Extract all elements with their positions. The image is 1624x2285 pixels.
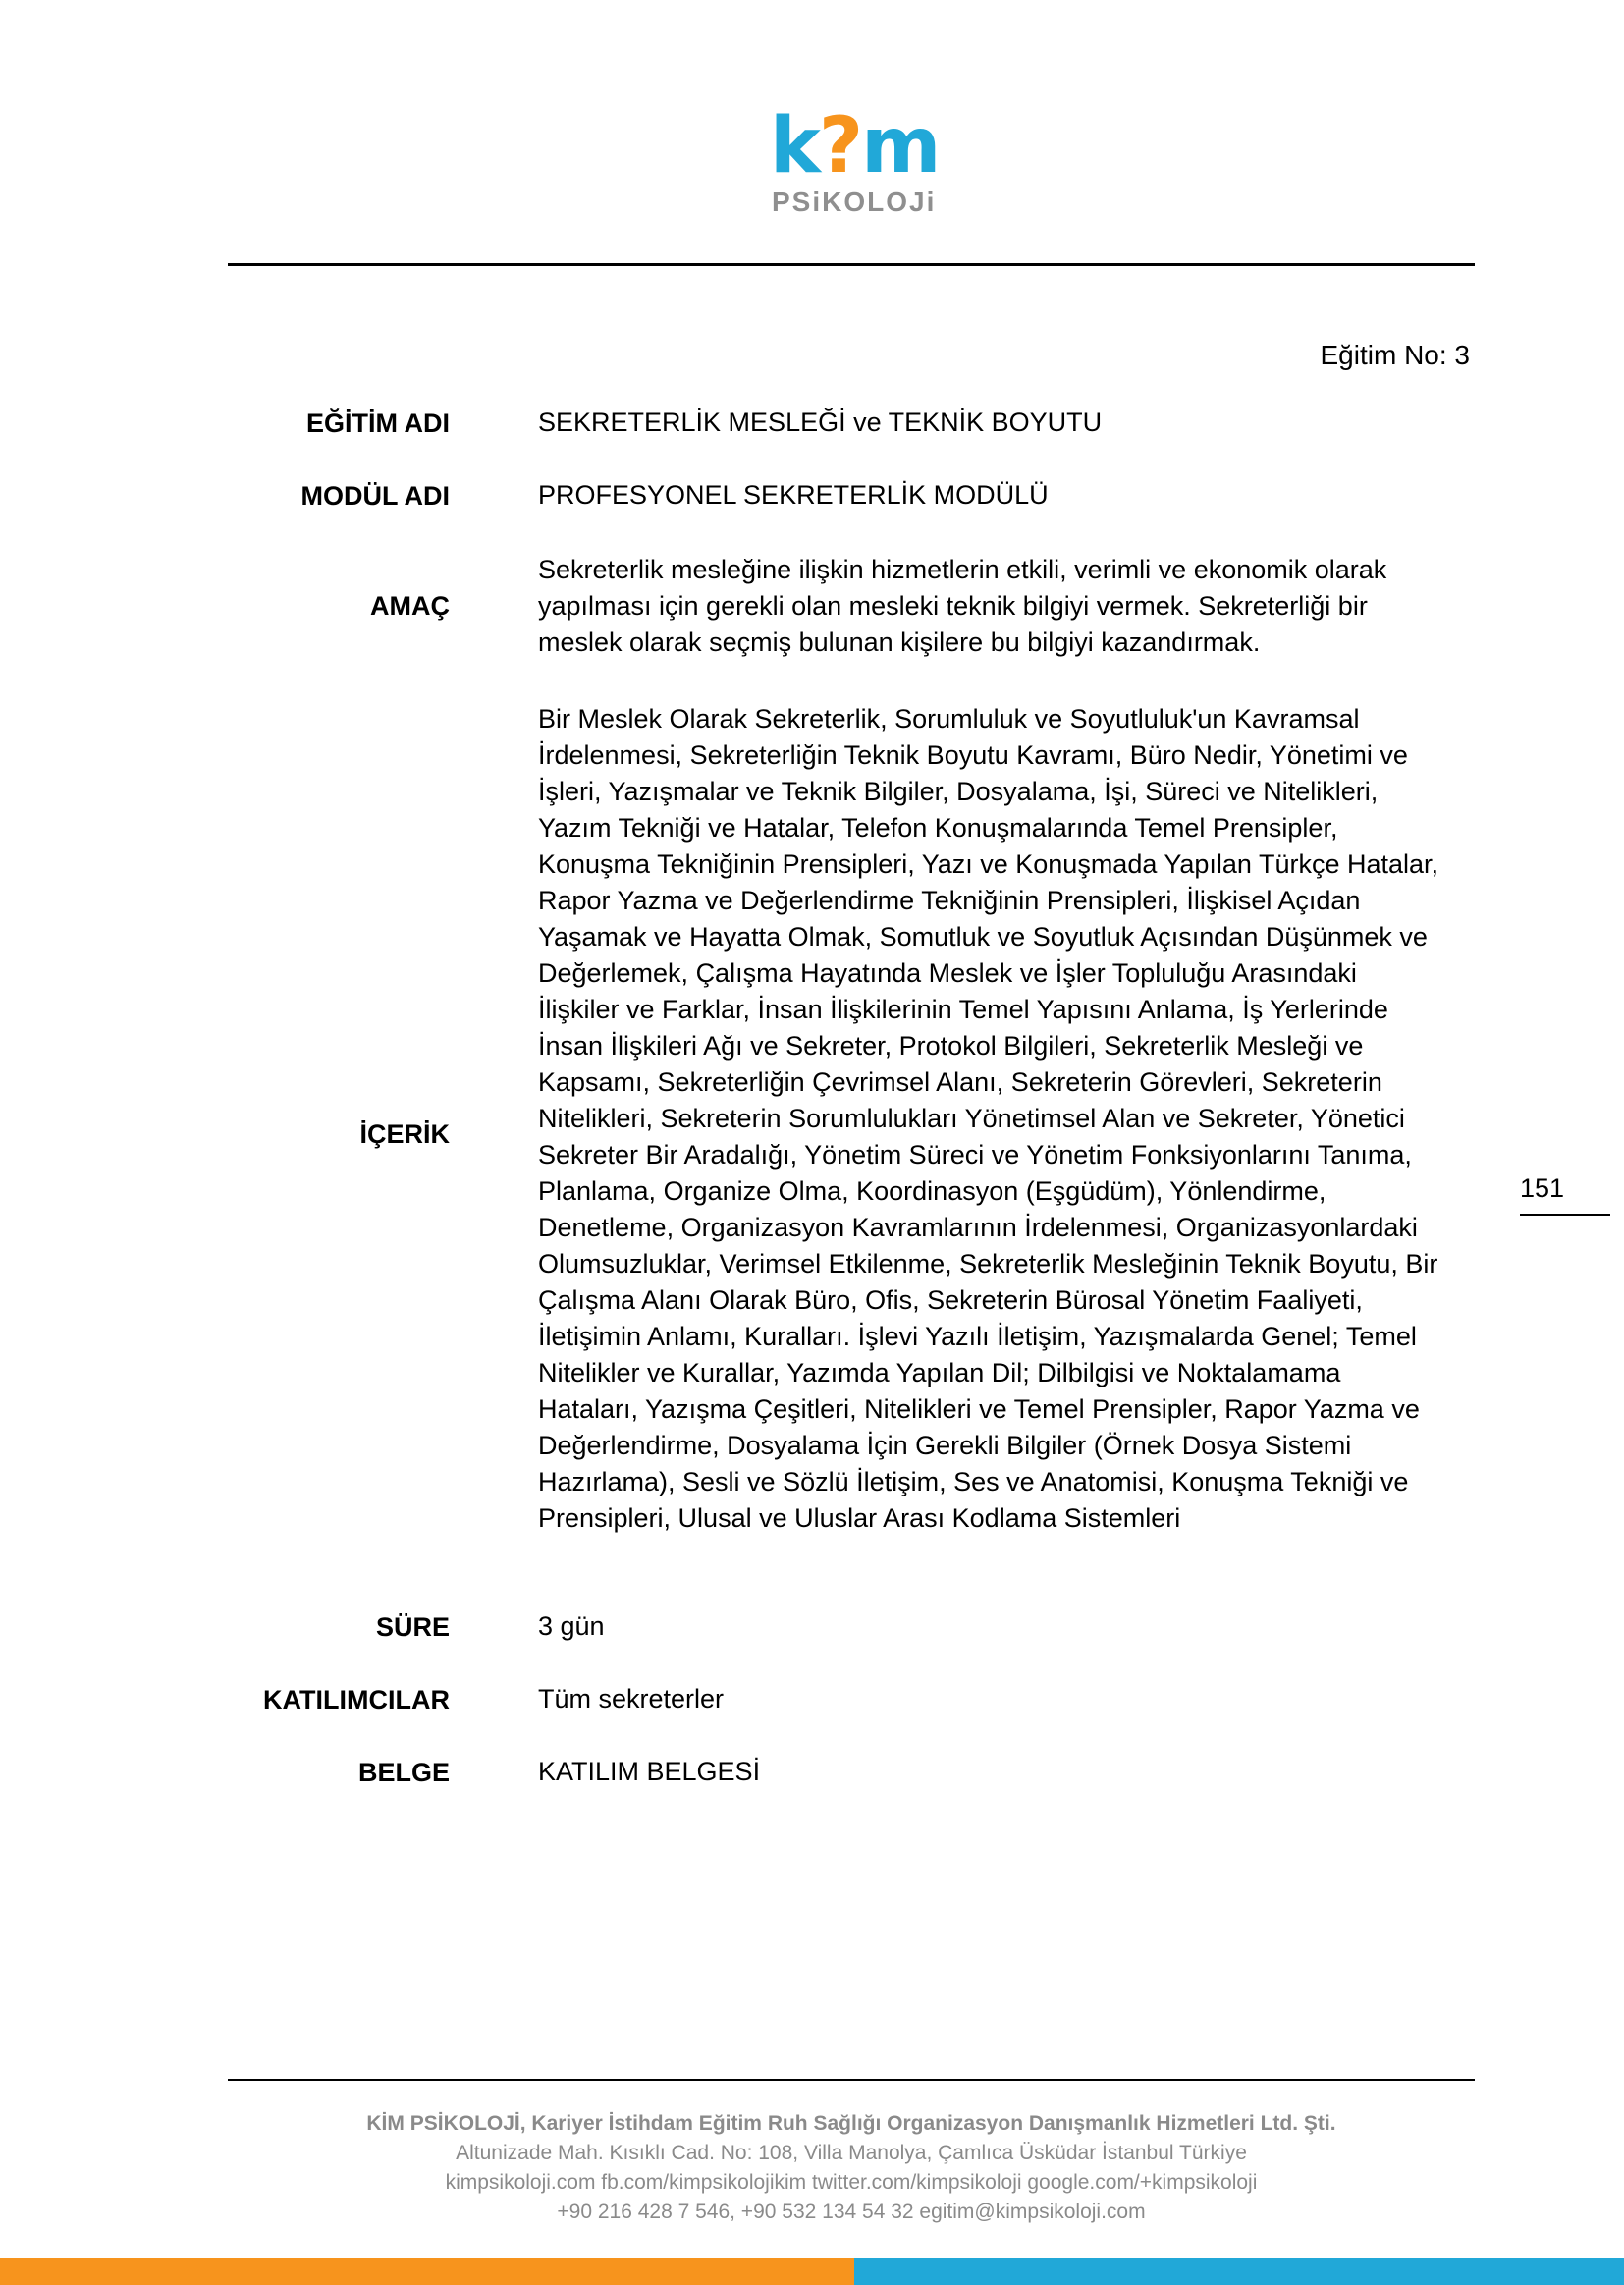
field-label: İÇERİK <box>359 1119 450 1149</box>
training-number: Eğitim No: 3 <box>1320 340 1470 370</box>
footer <box>228 2109 1475 2227</box>
logo-wordmark: k?m <box>770 102 940 190</box>
field-value: Sekreterlik mesleğine ilişkin hizmetlerin etkili, verimli ve ekonomik olarak yapılması için gerekli olan mesleki teknik bilgiyi vermek. Sekreterliği bir meslek olarak seçmiş bulunan kişilere bu bilgiyi kazandırmak. <box>538 555 1387 657</box>
field-label: BELGE <box>357 1758 450 1787</box>
kim-psikoloji-logo <box>756 79 943 226</box>
field-label: KATILIMCILAR <box>263 1685 450 1714</box>
field-label: MODÜL ADI <box>300 481 450 511</box>
footer-contact: +90 216 428 7 546, +90 532 134 54 32 egitim@kimpsikoloji.com <box>557 2201 1146 2223</box>
footer-bar-orange <box>0 2258 854 2285</box>
field-value: KATILIM BELGESİ <box>538 1757 761 1786</box>
field-value: 3 gün <box>538 1611 605 1641</box>
footer-divider <box>228 2079 1475 2081</box>
field-value: Tüm sekreterler <box>538 1684 725 1714</box>
footer-company: KİM PSİKOLOJİ, Kariyer İstihdam Eğitim Ruh Sağlığı Organizasyon Danışmanlık Hizmetleri Ltd. Şti. <box>366 2112 1336 2135</box>
field-label: SÜRE <box>375 1612 450 1642</box>
page-number: 151 <box>1520 1173 1610 1216</box>
field-label: EĞİTİM ADI <box>306 408 450 438</box>
logo-subtitle: PSiKOLOJi <box>772 187 937 217</box>
footer-web-links: kimpsikoloji.com fb.com/kimpsikolojikim twitter.com/kimpsikoloji google.com/+kimpsikoloji <box>445 2171 1258 2194</box>
field-label: AMAÇ <box>370 591 450 621</box>
field-value: SEKRETERLİK MESLEĞİ ve TEKNİK BOYUTU <box>538 408 1103 437</box>
field-value: Bir Meslek Olarak Sekreterlik, Sorumluluk ve Soyutluluk'un Kavramsal İrdelenmesi, Sekreterliğin Teknik Boyutu Kavramı, Büro Nedir, Yönetimi ve İşleri, Yazışmalar ve Teknik Bilgiler, Dosyalama, İşi, Süreci ve Nitelikleri, Yazım Tekniği ve Hatalar, Telefon Konuşmalarında Temel Prensipler, Konuşma Tekniğinin Prensipleri, Yazı ve Konuşmada Yapılan Türkçe Hatalar, Rapor Yazma ve Değerlendirme Tekniğinin Prensipleri, İlişkisel Açıdan Yaşamak ve Hayatta Olmak, Somutluk ve Soyutluk Açısından Düşünmek ve Değerlemek, Çalışma Hayatında Meslek ve İşler Topluluğu Arasındaki İlişkiler ve Farklar, İnsan İlişkilerinin Temel Yapısını Anlama, İş Yerlerinde İnsan İlişkileri Ağı ve Sekreter, Protokol Bilgileri, Sekreterlik Mesleği ve Kapsamı, Sekreterliğin Çevrimsel Alanı, Sekreterin Görevleri, Sekreterin Nitelikleri, Sekreterin Sorumlulukları Yönetimsel Alan ve Sekreter, Yönetici Sekreter Bir Aradalığı, Yönetim Süreci ve Yönetim Fonksiyonlarını Tanıma, Planlama, Organize Olma, Koordinasyon (Eşgüdüm), Yönlendirme, Denetleme, Organizasyon Kavramlarının İrdelenmesi, Organizasyonlardaki Olumsuzluklar, Verimsel Etkilenme, Sekreterlik Mesleğinin Teknik Boyutu, Bir Çalışma Alanı Olarak Büro, Ofis, Sekreterin Bürosal Yönetim Faaliyeti, İletişimin Anlamı, Kuralları. İşlevi Yazılı İletişim, Yazışmalarda Genel; Temel Nitelikler ve Kurallar, Yazımda Yapılan Dil; Dilbilgisi ve Noktalamama Hataları, Yazışma Çeşitleri, Nitelikleri ve Temel Prensipler, Rapor Yazma ve Değerlendirme, Dosyalama İçin Gerekli Bilgiler (Örnek Dosya Sistemi Hazırlama), Sesli ve Sözlü İletişim, Ses ve Anatomisi, Konuşma Tekniği ve Prensipleri, Ulusal ve Uluslar Arası Kodlama Sistemleri <box>538 704 1439 1533</box>
header-divider <box>228 263 1475 266</box>
footer-address: Altunizade Mah. Kısıklı Cad. No: 108, Villa Manolya, Çamlıca Üsküdar İstanbul Türkiye <box>456 2142 1247 2164</box>
footer-bar-blue <box>854 2258 1624 2285</box>
field-value: PROFESYONEL SEKRETERLİK MODÜLÜ <box>538 480 1049 510</box>
